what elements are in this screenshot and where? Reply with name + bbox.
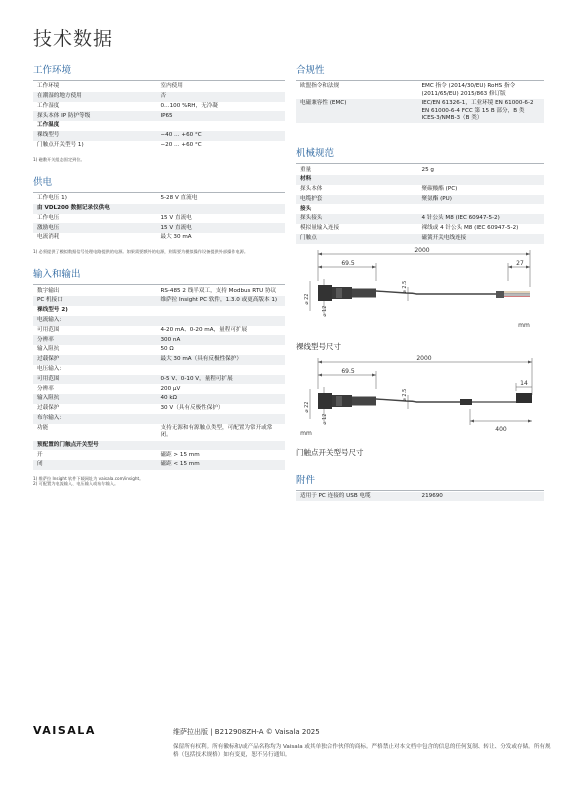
page-title: 技术数据	[33, 28, 114, 50]
table-row: 电流输入：	[33, 316, 285, 326]
table-row: 在潮湿的地方使用 否	[33, 92, 285, 102]
table-row: 模拟量输入连接 裸线或 4 针公头 M8 (IEC 60947-5-2)	[296, 224, 544, 234]
section-title-io: 输入和输出	[33, 266, 285, 285]
dim-diameter-22: ⌀ 22	[304, 401, 310, 413]
table-row: 裸线型号 2)	[33, 306, 285, 316]
table-row: 探头本体 聚碳酸酯 (PC)	[296, 185, 544, 195]
table-row: 闭 磁距 < 15 mm	[33, 460, 285, 470]
table-row: 可用范围 0-5 V、0-10 V，量程可扩展	[33, 375, 285, 385]
environment-table	[33, 82, 285, 151]
table-row: 分辨率 300 nA	[33, 335, 285, 345]
section-title-power: 供电	[33, 174, 285, 193]
io-footnote-2: 2) 可配置为电流输入、电压输入或布尔输入。	[33, 481, 119, 487]
dim-body-length: 69.5	[341, 259, 355, 267]
table-row: 工作电压 15 V 直流电	[33, 214, 285, 224]
dim-body-length: 69.5	[341, 367, 355, 375]
table-row: 工作环境 室内使用	[33, 82, 285, 92]
table-row: 重量 25 g	[296, 165, 544, 175]
mechanical-table	[296, 165, 544, 243]
table-row: 过载保护 30 V（具有反极性保护）	[33, 404, 285, 414]
io-table	[33, 286, 285, 470]
table-row: 输入阻抗 40 kΩ	[33, 394, 285, 404]
table-row: 可用范围 4-20 mA、0-20 mA，量程可扩展	[33, 326, 285, 336]
environment-footnote: 1) 磁敷开关组态固定到位。	[33, 156, 85, 162]
unit-label: mm	[300, 429, 312, 437]
table-row: PC 机接口 维萨拉 Insight PC 软件，1.3.0 或更高版本 1)	[33, 296, 285, 306]
accessories-table	[296, 492, 544, 502]
compliance-table	[296, 82, 544, 123]
dim-diameter-2-5: ⌀ 2.5	[402, 388, 408, 401]
dim-diameter-22: ⌀ 22	[304, 293, 310, 305]
table-row: 电磁兼容性 (EMC) IEC/EN 61326-1，工业环境 EN 61000-6-2 EN 61000-6-4 FCC 第 15 B 部分，B 类 ICES-3/NMB-3（B 类）	[296, 99, 544, 123]
table-row: 数字输出 RS-485 2 线半双工，支持 Modbus RTU 协议	[33, 286, 285, 296]
table-row: 功能 支持无源和有源触点类型，可配置为常开或常闭。	[33, 424, 285, 441]
table-row: 分辨率 200 µV	[33, 384, 285, 394]
dim-total-length: 2000	[416, 354, 432, 362]
table-row: 过载保护 最大 30 mA（具有反极性保护）	[33, 355, 285, 365]
table-row: 接头	[296, 204, 544, 214]
power-footnote: 1) 必须提供了模拟数据信号处理电路提供的电源。如果需要额外的电源，则需要为模拟操作设备提供外部操作电源。	[33, 248, 249, 254]
door-switch-dimension-drawing	[296, 355, 544, 439]
bare-wire-caption: 裸线型号尺寸	[296, 341, 341, 351]
section-title-compliance: 合规性	[296, 62, 544, 81]
door-switch-caption: 门触点开关型号尺寸	[296, 447, 364, 457]
table-row: 探头接头 4 针公头 M8 (IEC 60947-5-2)	[296, 214, 544, 224]
table-row: 电压输入：	[33, 365, 285, 375]
table-row: 电缆护套 聚氨酯 (PU)	[296, 195, 544, 205]
table-row: 裸线型号 −40 … +60 °C	[33, 131, 285, 141]
section-title-environment: 工作环境	[33, 62, 285, 81]
table-row: 由 VDL200 数据记录仪供电	[33, 204, 285, 214]
document-id: 维萨拉出版 | B212908ZH-A © Vaisala 2025	[173, 728, 320, 736]
table-row: 电流消耗 最大 30 mA	[33, 233, 285, 243]
right-column	[296, 62, 544, 501]
table-row: 输入阻抗 50 Ω	[33, 345, 285, 355]
dim-switch-length: 14	[520, 379, 528, 387]
section-title-accessories: 附件	[296, 472, 544, 491]
table-row: 工作湿度 0…100 %RH，无冷凝	[33, 102, 285, 112]
table-row: 适用于 PC 连接的 USB 电缆 219690	[296, 492, 544, 502]
io-footnote-1: 1) 维萨拉 Insight 软件下载网址为 vaisala.com/insight。	[33, 475, 144, 481]
bare-wire-dimension-drawing	[296, 247, 544, 333]
table-row: 布尔输入：	[33, 414, 285, 424]
vaisala-logo: VAISALA	[33, 724, 96, 737]
table-row: 门触点开关型号 1) −20 … +60 °C	[33, 141, 285, 151]
table-row: 工作电压 1) 5-28 V 直流电	[33, 194, 285, 204]
table-row: 开 磁距 > 15 mm	[33, 450, 285, 460]
dim-diameter-2-5: ⌀ 2.5	[402, 280, 408, 293]
table-row: 材料	[296, 175, 544, 185]
dim-diameter-12: ⌀ 12	[322, 413, 328, 425]
power-table	[33, 194, 285, 243]
table-row: 预配置的门触点开关型号	[33, 441, 285, 451]
table-row: 欧盟指令和法规 EMC 指令 (2014/30/EU) RoHS 指令 (2011/65/EU) 2015/863 修订版	[296, 82, 544, 99]
unit-label: mm	[518, 321, 530, 329]
left-column	[33, 62, 285, 487]
dim-diameter-12: ⌀ 12	[322, 305, 328, 317]
legal-notice: 保留所有权利。所有徽标和/或产品名称均为 Vaisala 或其单独合作伙伴的商标。严格禁止对本文档中包含的信息的任何复制、转让、分发或存储。所有规格（包括技术规格）如有变更，恕不另行通知。	[173, 744, 551, 758]
table-row: 激励电压 15 V 直流电	[33, 223, 285, 233]
table-row: 探头本体 IP 防护等级 IP65	[33, 111, 285, 121]
section-title-mechanical: 机械规范	[296, 145, 544, 164]
dim-total-length: 2000	[414, 246, 430, 254]
table-row: 门触点 磁簧开关电线连接	[296, 234, 544, 244]
table-row: 工作温度	[33, 121, 285, 131]
dim-switch-cable-length: 400	[495, 425, 507, 433]
dim-tip-length: 27	[516, 259, 524, 267]
